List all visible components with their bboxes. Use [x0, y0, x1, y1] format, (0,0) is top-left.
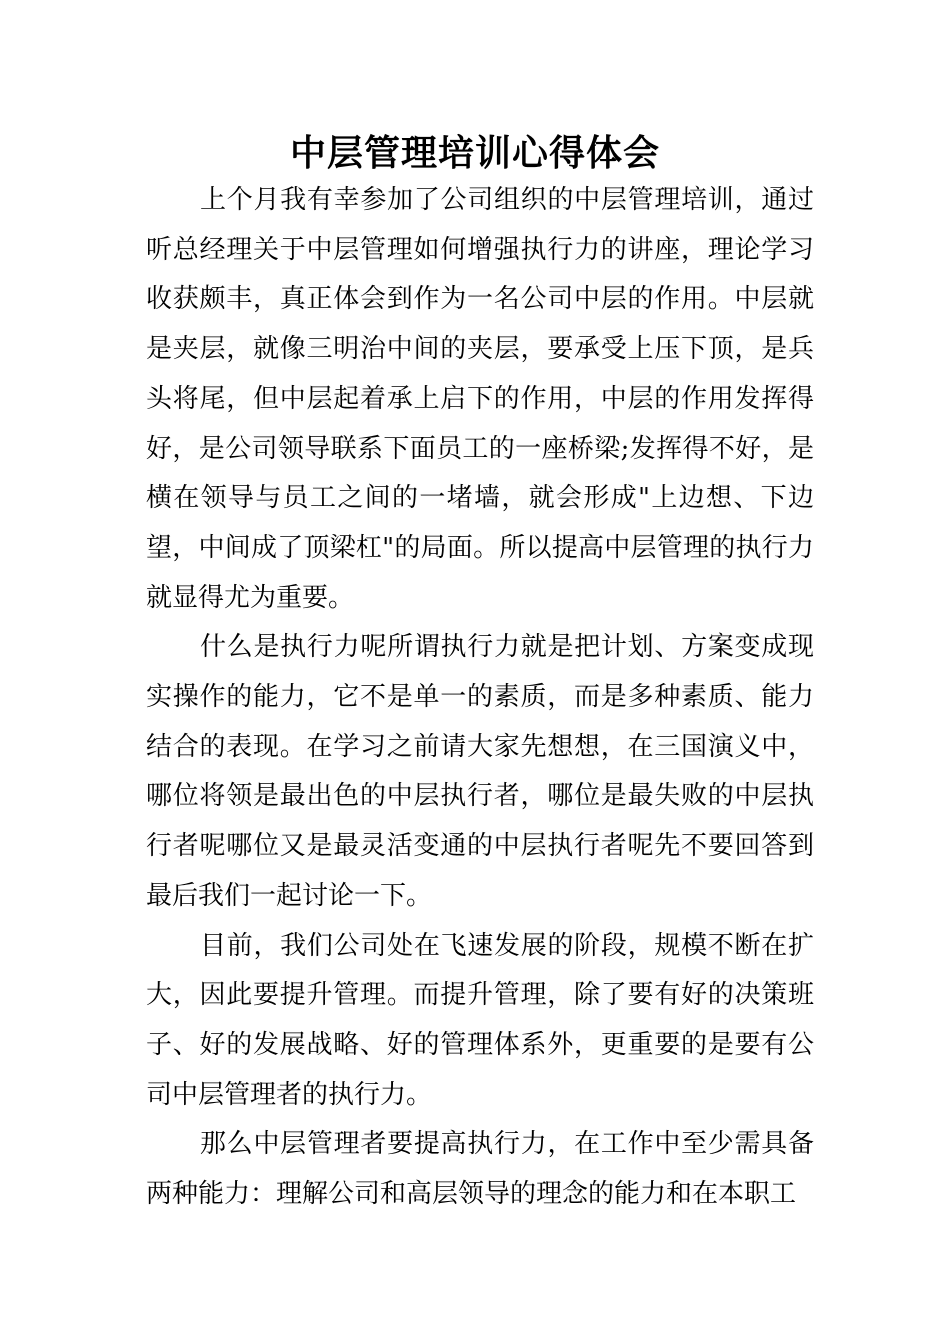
document-body: [146, 176, 814, 1220]
paragraph-4: 那么中层管理者要提高执行力，在工作中至少需具备两种能力：理解公司和高层领导的理念的能力和在本职工: [146, 1129, 814, 1210]
paragraph-1: 上个月我有幸参加了公司组织的中层管理培训，通过听总经理关于中层管理如何增强执行力的讲座，理论学习收获颇丰，真正体会到作为一名公司中层的作用。中层就是夹层，就像三明治中间的夹层，要承受上压下顶，是兵头将尾，但中层起着承上启下的作用，中层的作用发挥得好，是公司领导联系下面员工的一座桥梁;发挥得不好，是横在领导与员工之间的一堵墙，就会形成"上边想、下边望，中间成了顶梁杠"的局面。所以提高中层管理的执行力就显得尤为重要。: [146, 185, 814, 613]
paragraph-3: 目前，我们公司处在飞速发展的阶段，规模不断在扩大，因此要提升管理。而提升管理，除了要有好的决策班子、好的发展战略、好的管理体系外，更重要的是要有公司中层管理者的执行力。: [146, 930, 814, 1110]
document-title: 中层管理培训心得体会: [289, 132, 660, 174]
paragraph-2: 什么是执行力呢所谓执行力就是把计划、方案变成现实操作的能力，它不是单一的素质，而是多种素质、能力结合的表现。在学习之前请大家先想想，在三国演义中，哪位将领是最出色的中层执行者，哪位是最失败的中层执行者呢哪位又是最灵活变通的中层执行者呢先不要回答到最后我们一起讨论一下。: [146, 632, 814, 911]
